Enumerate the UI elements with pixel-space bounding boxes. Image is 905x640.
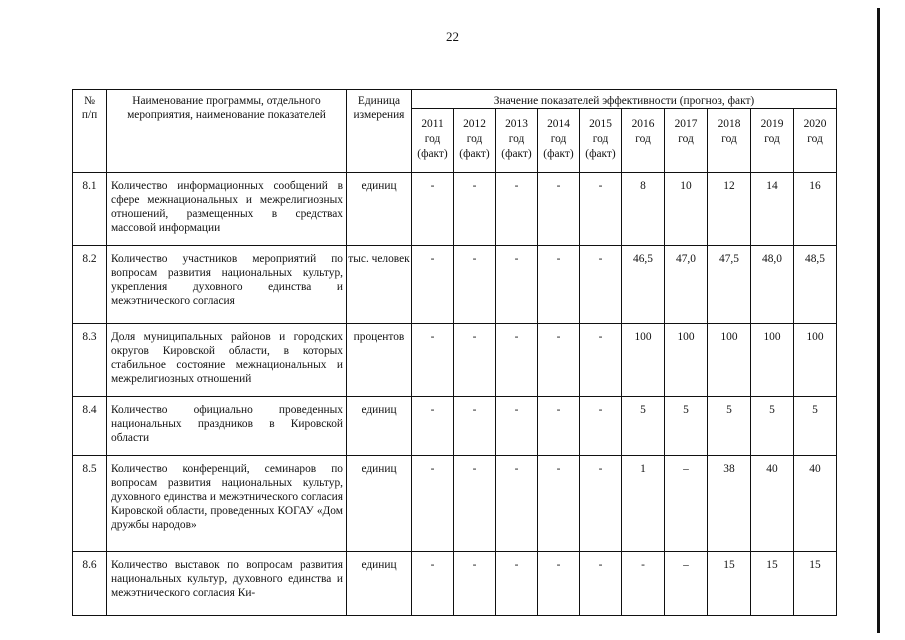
value-2019: 5 (751, 397, 794, 456)
table-row (73, 552, 837, 616)
value-2014: - (538, 397, 580, 456)
value-2011: - (412, 552, 454, 616)
value-2013: - (496, 552, 538, 616)
value-2015: - (580, 456, 622, 552)
unit-of-measure: тыс. человек (347, 246, 412, 324)
header-year-2017: 2017 год (665, 109, 708, 173)
value-2011: - (412, 324, 454, 397)
value-2012: - (454, 397, 496, 456)
unit-of-measure: единиц (347, 397, 412, 456)
value-2016: 100 (622, 324, 665, 397)
value-2019: 48,0 (751, 246, 794, 324)
row-number: 8.1 (73, 173, 107, 246)
indicator-name: Количество конференций, семинаров по вопросам развития национальных культур, духовного единства и межэтнического согласия Кировской области, проведенных КОГАУ «Дом дружбы народов» (107, 456, 347, 552)
unit-of-measure: единиц (347, 552, 412, 616)
header-values-group: Значение показателей эффективности (прогноз, факт) (412, 90, 837, 109)
value-2018: 15 (708, 552, 751, 616)
value-2020: 15 (794, 552, 837, 616)
row-number: 8.2 (73, 246, 107, 324)
header-year-2015: 2015 год (факт) (580, 109, 622, 173)
table-row (73, 397, 837, 456)
value-2017: 10 (665, 173, 708, 246)
value-2015: - (580, 324, 622, 397)
header-num: № п/п (73, 90, 107, 173)
table-row (73, 456, 837, 552)
unit-of-measure: процентов (347, 324, 412, 397)
value-2012: - (454, 173, 496, 246)
table-row (73, 246, 837, 324)
value-2012: - (454, 552, 496, 616)
unit-of-measure: единиц (347, 173, 412, 246)
value-2019: 15 (751, 552, 794, 616)
value-2020: 100 (794, 324, 837, 397)
value-2011: - (412, 397, 454, 456)
value-2012: - (454, 324, 496, 397)
value-2013: - (496, 173, 538, 246)
indicator-name: Количество официально проведенных национальных праздников в Кировской области (107, 397, 347, 456)
value-2019: 100 (751, 324, 794, 397)
table-body (73, 173, 837, 616)
value-2016: 1 (622, 456, 665, 552)
value-2015: - (580, 173, 622, 246)
header-year-2014: 2014 год (факт) (538, 109, 580, 173)
value-2015: - (580, 246, 622, 324)
value-2014: - (538, 552, 580, 616)
value-2018: 5 (708, 397, 751, 456)
value-2016: 46,5 (622, 246, 665, 324)
value-2017: 47,0 (665, 246, 708, 324)
value-2016: 5 (622, 397, 665, 456)
value-2012: - (454, 456, 496, 552)
value-2015: - (580, 397, 622, 456)
unit-of-measure: единиц (347, 456, 412, 552)
value-2020: 16 (794, 173, 837, 246)
row-number: 8.4 (73, 397, 107, 456)
value-2014: - (538, 324, 580, 397)
row-number: 8.3 (73, 324, 107, 397)
header-unit: Единица измерения (347, 90, 412, 173)
value-2012: - (454, 246, 496, 324)
value-2014: - (538, 173, 580, 246)
page-number: 22 (446, 29, 459, 44)
header-year-2012: 2012 год (факт) (454, 109, 496, 173)
value-2017: – (665, 456, 708, 552)
table-row (73, 324, 837, 397)
indicator-name: Количество выставок по вопросам развития национальных культур, духовного единства и межэтнического согласия Ки- (107, 552, 347, 616)
value-2017: 5 (665, 397, 708, 456)
header-year-2013: 2013 год (факт) (496, 109, 538, 173)
value-2016: 8 (622, 173, 665, 246)
value-2019: 14 (751, 173, 794, 246)
right-edge-rule (877, 8, 880, 633)
value-2013: - (496, 456, 538, 552)
value-2019: 40 (751, 456, 794, 552)
table-row (73, 173, 837, 246)
header-name: Наименование программы, отдельного мероприятия, наименование показателей (107, 90, 347, 173)
value-2018: 47,5 (708, 246, 751, 324)
value-2015: - (580, 552, 622, 616)
value-2014: - (538, 246, 580, 324)
value-2016: - (622, 552, 665, 616)
value-2017: – (665, 552, 708, 616)
value-2020: 48,5 (794, 246, 837, 324)
indicators-table (72, 89, 837, 616)
value-2011: - (412, 456, 454, 552)
header-year-2019: 2019 год (751, 109, 794, 173)
value-2018: 12 (708, 173, 751, 246)
header-year-2016: 2016 год (622, 109, 665, 173)
row-number: 8.6 (73, 552, 107, 616)
header-year-2011: 2011 год (факт) (412, 109, 454, 173)
header-year-2018: 2018 год (708, 109, 751, 173)
indicator-name: Количество участников мероприятий по вопросам развития национальных культур, укрепления духовного единства и межэтнического согласия (107, 246, 347, 324)
value-2013: - (496, 324, 538, 397)
value-2020: 5 (794, 397, 837, 456)
indicator-name: Доля муниципальных районов и городских округов Кировской области, в которых стабильное состояние межнациональных и межрелигиозных отношений (107, 324, 347, 397)
header-year-2020: 2020 год (794, 109, 837, 173)
value-2020: 40 (794, 456, 837, 552)
row-number: 8.5 (73, 456, 107, 552)
value-2018: 38 (708, 456, 751, 552)
value-2018: 100 (708, 324, 751, 397)
value-2017: 100 (665, 324, 708, 397)
value-2011: - (412, 246, 454, 324)
value-2013: - (496, 246, 538, 324)
value-2013: - (496, 397, 538, 456)
value-2011: - (412, 173, 454, 246)
indicator-name: Количество информационных сообщений в сфере межнациональных и межрелигиозных отношений, размещенных в средствах массовой информации (107, 173, 347, 246)
value-2014: - (538, 456, 580, 552)
